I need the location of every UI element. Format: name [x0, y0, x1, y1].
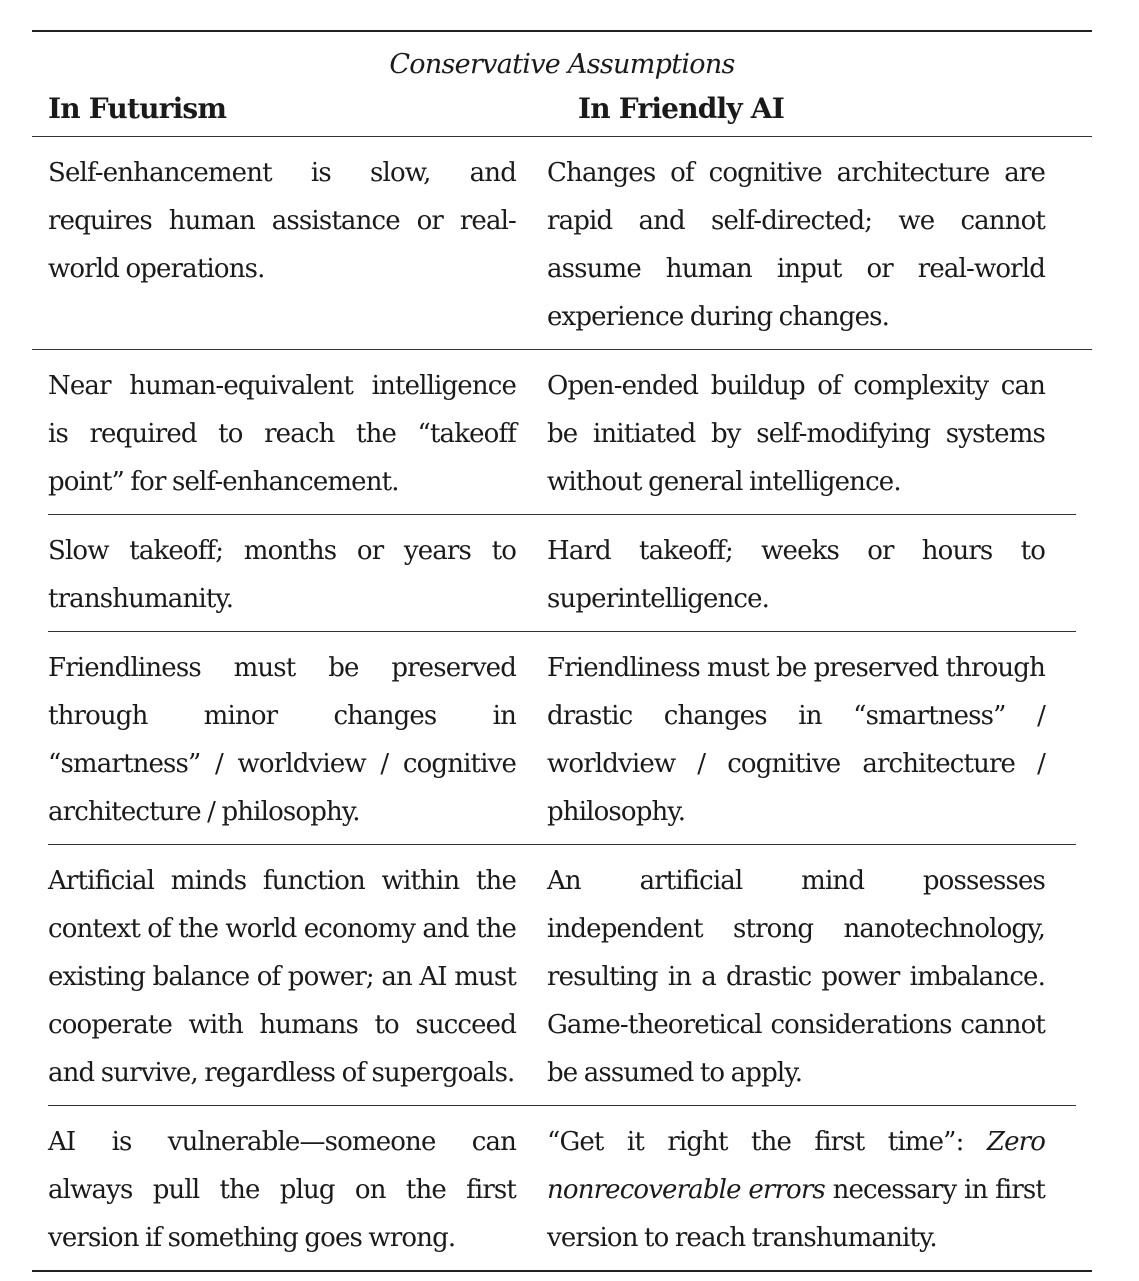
cell-futurism: Near human-equivalent intelligence is required to reach the “takeoff point” for self-enhancement.	[48, 371, 516, 497]
table-row	[48, 632, 1076, 845]
table-row	[48, 1106, 1076, 1270]
assumptions-table	[32, 30, 1092, 1272]
cell-friendly-ai-prefix: “Get it right the first time”:	[547, 1127, 987, 1157]
header-futurism: In Futurism	[48, 91, 227, 125]
cell-friendly-ai-suffix: necessary in first version to reach transhumanity.	[547, 1175, 1046, 1253]
table-header-row	[32, 80, 1092, 137]
header-friendly-ai: In Friendly AI	[578, 91, 785, 125]
table-row	[32, 137, 1092, 350]
cell-friendly-ai: An artificial mind possesses independent strong nanotechnology, resulting in a drastic power imbalance. Game-theoretical considerations cannot be assumed to apply.	[547, 866, 1045, 1088]
table-bottom-rule	[32, 1270, 1092, 1272]
cell-futurism: Self-enhancement is slow, and requires human assistance or real-world operations.	[48, 158, 516, 284]
cell-friendly-ai: Friendliness must be preserved through drastic changes in “smartness” / worldview / cognitive architecture / philosophy.	[547, 653, 1045, 827]
cell-futurism: Artificial minds function within the context of the world economy and the existing balance of power; an AI must cooperate with humans to succeed and survive, regardless of supergoals.	[48, 866, 516, 1088]
table-row	[48, 845, 1076, 1106]
table-caption: Conservative Assumptions	[389, 49, 735, 80]
table-row	[48, 350, 1076, 515]
cell-friendly-ai: Open-ended buildup of complexity can be initiated by self-modifying systems without general intelligence.	[547, 371, 1045, 497]
cell-friendly-ai-emphasis: Zero nonrecoverable errors	[547, 1127, 1045, 1205]
cell-friendly-ai: Changes of cognitive architecture are rapid and self-directed; we cannot assume human input or real-world experience during changes.	[547, 158, 1045, 332]
cell-futurism: Slow takeoff; months or years to transhumanity.	[48, 536, 516, 614]
cell-futurism: Friendliness must be preserved through minor changes in “smartness” / worldview / cognitive architecture / philosophy.	[48, 653, 516, 827]
cell-friendly-ai: Hard takeoff; weeks or hours to superintelligence.	[547, 536, 1045, 614]
table-row	[48, 515, 1076, 632]
cell-friendly-ai	[547, 1118, 1045, 1262]
cell-futurism: AI is vulnerable—someone can always pull the plug on the first version if something goes wrong.	[48, 1127, 516, 1253]
